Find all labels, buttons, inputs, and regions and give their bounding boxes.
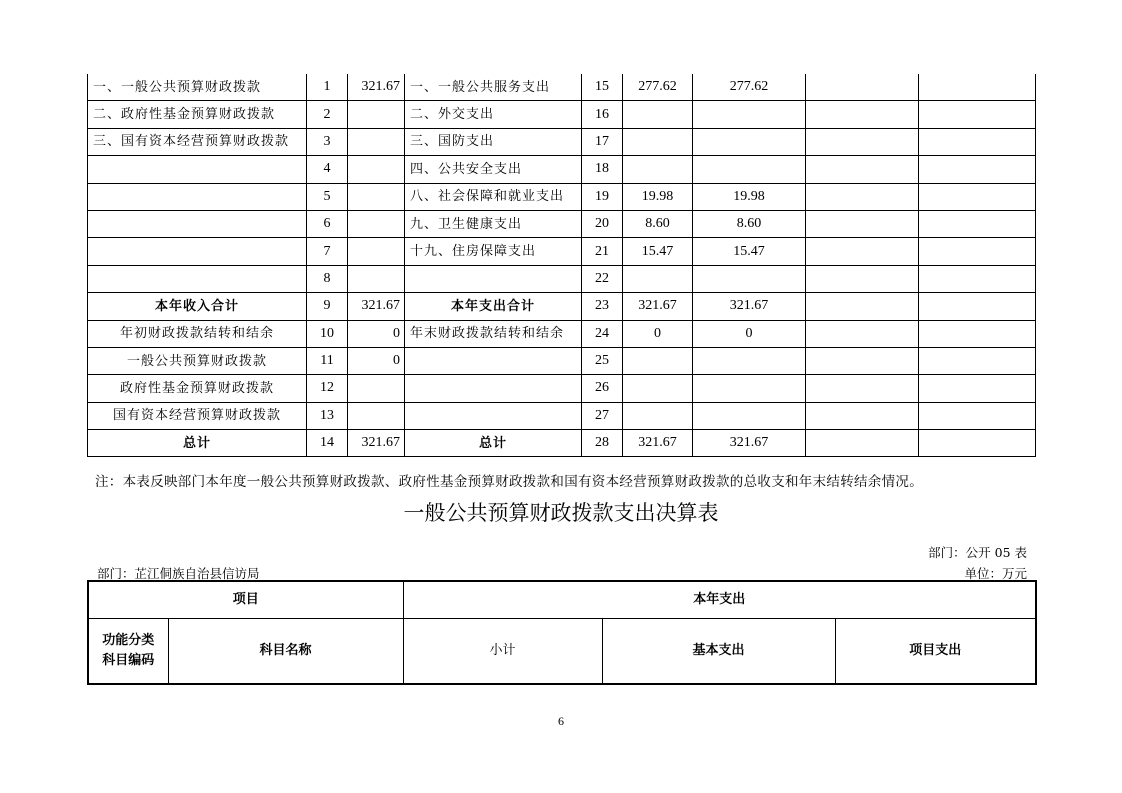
expense-basic xyxy=(693,128,806,155)
expense-label xyxy=(405,347,582,374)
expense-basic xyxy=(693,265,806,292)
expense-other xyxy=(919,74,1036,101)
income-row-number: 5 xyxy=(307,183,348,210)
expense-label xyxy=(405,265,582,292)
expense-row-number: 26 xyxy=(582,375,623,402)
table-row xyxy=(88,320,1036,347)
table-row xyxy=(88,430,1036,457)
income-label: 三、国有资本经营预算财政拨款 xyxy=(88,128,307,155)
income-amount xyxy=(348,101,405,128)
expense-total xyxy=(623,265,693,292)
expense-basic xyxy=(693,375,806,402)
expense-project xyxy=(806,183,919,210)
expense-label: 九、卫生健康支出 xyxy=(405,210,582,237)
income-amount xyxy=(348,265,405,292)
table-row xyxy=(88,347,1036,374)
table-row xyxy=(88,238,1036,265)
income-label xyxy=(88,238,307,265)
table-row xyxy=(88,293,1036,320)
expense-row-number: 24 xyxy=(582,320,623,347)
expense-basic: 8.60 xyxy=(693,210,806,237)
expense-row-number: 19 xyxy=(582,183,623,210)
header-function-code-line1: 功能分类 xyxy=(102,633,155,649)
expense-label: 本年支出合计 xyxy=(405,293,582,320)
expense-label: 四、公共安全支出 xyxy=(405,156,582,183)
expense-project xyxy=(806,156,919,183)
header-function-code-line2: 科目编码 xyxy=(102,652,155,668)
expense-project xyxy=(806,265,919,292)
expense-basic: 19.98 xyxy=(693,183,806,210)
header-item: 项目 xyxy=(88,581,403,618)
page-number: 6 xyxy=(558,714,564,728)
section-title: 一般公共预算财政拨款支出决算表 xyxy=(403,501,719,525)
header-project-expenditure: 项目支出 xyxy=(835,618,1036,684)
expense-total: 19.98 xyxy=(623,183,693,210)
header-subtotal: 小计 xyxy=(403,618,602,684)
income-amount xyxy=(348,238,405,265)
expense-other xyxy=(919,156,1036,183)
expense-project xyxy=(806,430,919,457)
expense-other xyxy=(919,183,1036,210)
expense-label xyxy=(405,375,582,402)
expense-row-number: 25 xyxy=(582,347,623,374)
expense-other xyxy=(919,265,1036,292)
expense-project xyxy=(806,293,919,320)
expenditure-header-table xyxy=(87,580,1037,685)
expense-other xyxy=(919,375,1036,402)
expense-project xyxy=(806,238,919,265)
income-row-number: 13 xyxy=(307,402,348,429)
fiscal-summary-table xyxy=(87,74,1036,457)
table-row xyxy=(88,402,1036,429)
expense-label: 年末财政拨款结转和结余 xyxy=(405,320,582,347)
department-label: 部门：芷江侗族自治县信访局 xyxy=(97,566,260,581)
income-label xyxy=(88,210,307,237)
income-row-number: 12 xyxy=(307,375,348,402)
table-row xyxy=(88,101,1036,128)
table-row xyxy=(88,375,1036,402)
expense-other xyxy=(919,128,1036,155)
table-row xyxy=(88,74,1036,101)
expense-other xyxy=(919,430,1036,457)
expense-basic xyxy=(693,347,806,374)
expense-total: 0 xyxy=(623,320,693,347)
expense-other xyxy=(919,347,1036,374)
income-amount xyxy=(348,183,405,210)
table-note: 注：本表反映部门本年度一般公共预算财政拨款、政府性基金预算财政拨款和国有资本经营预算财政拨款的总收支和年末结转结余情况。 xyxy=(95,474,923,490)
expense-basic: 277.62 xyxy=(693,74,806,101)
income-amount: 321.67 xyxy=(348,430,405,457)
income-row-number: 14 xyxy=(307,430,348,457)
income-amount xyxy=(348,156,405,183)
income-label: 政府性基金预算财政拨款 xyxy=(88,375,307,402)
income-row-number: 11 xyxy=(307,347,348,374)
expense-row-number: 15 xyxy=(582,74,623,101)
expense-project xyxy=(806,210,919,237)
expense-basic xyxy=(693,402,806,429)
expense-other xyxy=(919,402,1036,429)
income-label xyxy=(88,265,307,292)
expense-label: 八、社会保障和就业支出 xyxy=(405,183,582,210)
income-amount xyxy=(348,402,405,429)
income-label: 国有资本经营预算财政拨款 xyxy=(88,402,307,429)
income-row-number: 6 xyxy=(307,210,348,237)
unit-label: 单位：万元 xyxy=(964,566,1027,581)
expense-project xyxy=(806,128,919,155)
header-current-year: 本年支出 xyxy=(403,581,1036,618)
income-row-number: 9 xyxy=(307,293,348,320)
table-row xyxy=(88,265,1036,292)
income-label: 总计 xyxy=(88,430,307,457)
expense-total: 15.47 xyxy=(623,238,693,265)
income-label xyxy=(88,183,307,210)
expense-row-number: 20 xyxy=(582,210,623,237)
expense-total xyxy=(623,156,693,183)
expense-project xyxy=(806,402,919,429)
form-number: 部门：公开 05 表 xyxy=(928,545,1027,560)
income-amount xyxy=(348,210,405,237)
expense-basic: 15.47 xyxy=(693,238,806,265)
expense-project xyxy=(806,347,919,374)
income-row-number: 3 xyxy=(307,128,348,155)
expense-basic xyxy=(693,156,806,183)
income-row-number: 7 xyxy=(307,238,348,265)
income-label: 年初财政拨款结转和结余 xyxy=(88,320,307,347)
expense-row-number: 27 xyxy=(582,402,623,429)
expense-project xyxy=(806,320,919,347)
expense-basic: 0 xyxy=(693,320,806,347)
income-row-number: 4 xyxy=(307,156,348,183)
expense-total: 8.60 xyxy=(623,210,693,237)
expense-label: 三、国防支出 xyxy=(405,128,582,155)
income-amount: 0 xyxy=(348,347,405,374)
expense-total xyxy=(623,347,693,374)
income-amount xyxy=(348,375,405,402)
expense-basic: 321.67 xyxy=(693,293,806,320)
income-label: 一、一般公共预算财政拨款 xyxy=(88,74,307,101)
expense-other xyxy=(919,238,1036,265)
expense-basic: 321.67 xyxy=(693,430,806,457)
expense-other xyxy=(919,320,1036,347)
expense-other xyxy=(919,293,1036,320)
expense-row-number: 16 xyxy=(582,101,623,128)
income-row-number: 8 xyxy=(307,265,348,292)
expense-row-number: 22 xyxy=(582,265,623,292)
expense-label: 十九、住房保障支出 xyxy=(405,238,582,265)
income-row-number: 1 xyxy=(307,74,348,101)
table-row xyxy=(88,128,1036,155)
header-function-code xyxy=(88,618,168,684)
header-basic-expenditure: 基本支出 xyxy=(602,618,835,684)
expense-project xyxy=(806,74,919,101)
income-amount: 0 xyxy=(348,320,405,347)
expense-project xyxy=(806,375,919,402)
expense-row-number: 21 xyxy=(582,238,623,265)
expense-total xyxy=(623,128,693,155)
expense-other xyxy=(919,101,1036,128)
income-row-number: 10 xyxy=(307,320,348,347)
expense-total xyxy=(623,375,693,402)
expense-total: 321.67 xyxy=(623,430,693,457)
income-amount: 321.67 xyxy=(348,74,405,101)
income-amount: 321.67 xyxy=(348,293,405,320)
expense-row-number: 28 xyxy=(582,430,623,457)
expense-label: 总计 xyxy=(405,430,582,457)
expense-row-number: 17 xyxy=(582,128,623,155)
expense-row-number: 23 xyxy=(582,293,623,320)
expense-project xyxy=(806,101,919,128)
table-row xyxy=(88,210,1036,237)
expense-label xyxy=(405,402,582,429)
expense-total: 277.62 xyxy=(623,74,693,101)
income-label xyxy=(88,156,307,183)
header-subject-name: 科目名称 xyxy=(168,618,403,684)
income-label: 一般公共预算财政拨款 xyxy=(88,347,307,374)
expense-total xyxy=(623,402,693,429)
income-label: 本年收入合计 xyxy=(88,293,307,320)
expense-other xyxy=(919,210,1036,237)
expense-basic xyxy=(693,101,806,128)
expense-row-number: 18 xyxy=(582,156,623,183)
expense-label: 二、外交支出 xyxy=(405,101,582,128)
expense-label: 一、一般公共服务支出 xyxy=(405,74,582,101)
income-label: 二、政府性基金预算财政拨款 xyxy=(88,101,307,128)
expense-total: 321.67 xyxy=(623,293,693,320)
table-row xyxy=(88,183,1036,210)
expense-total xyxy=(623,101,693,128)
income-amount xyxy=(348,128,405,155)
income-row-number: 2 xyxy=(307,101,348,128)
table-row xyxy=(88,156,1036,183)
